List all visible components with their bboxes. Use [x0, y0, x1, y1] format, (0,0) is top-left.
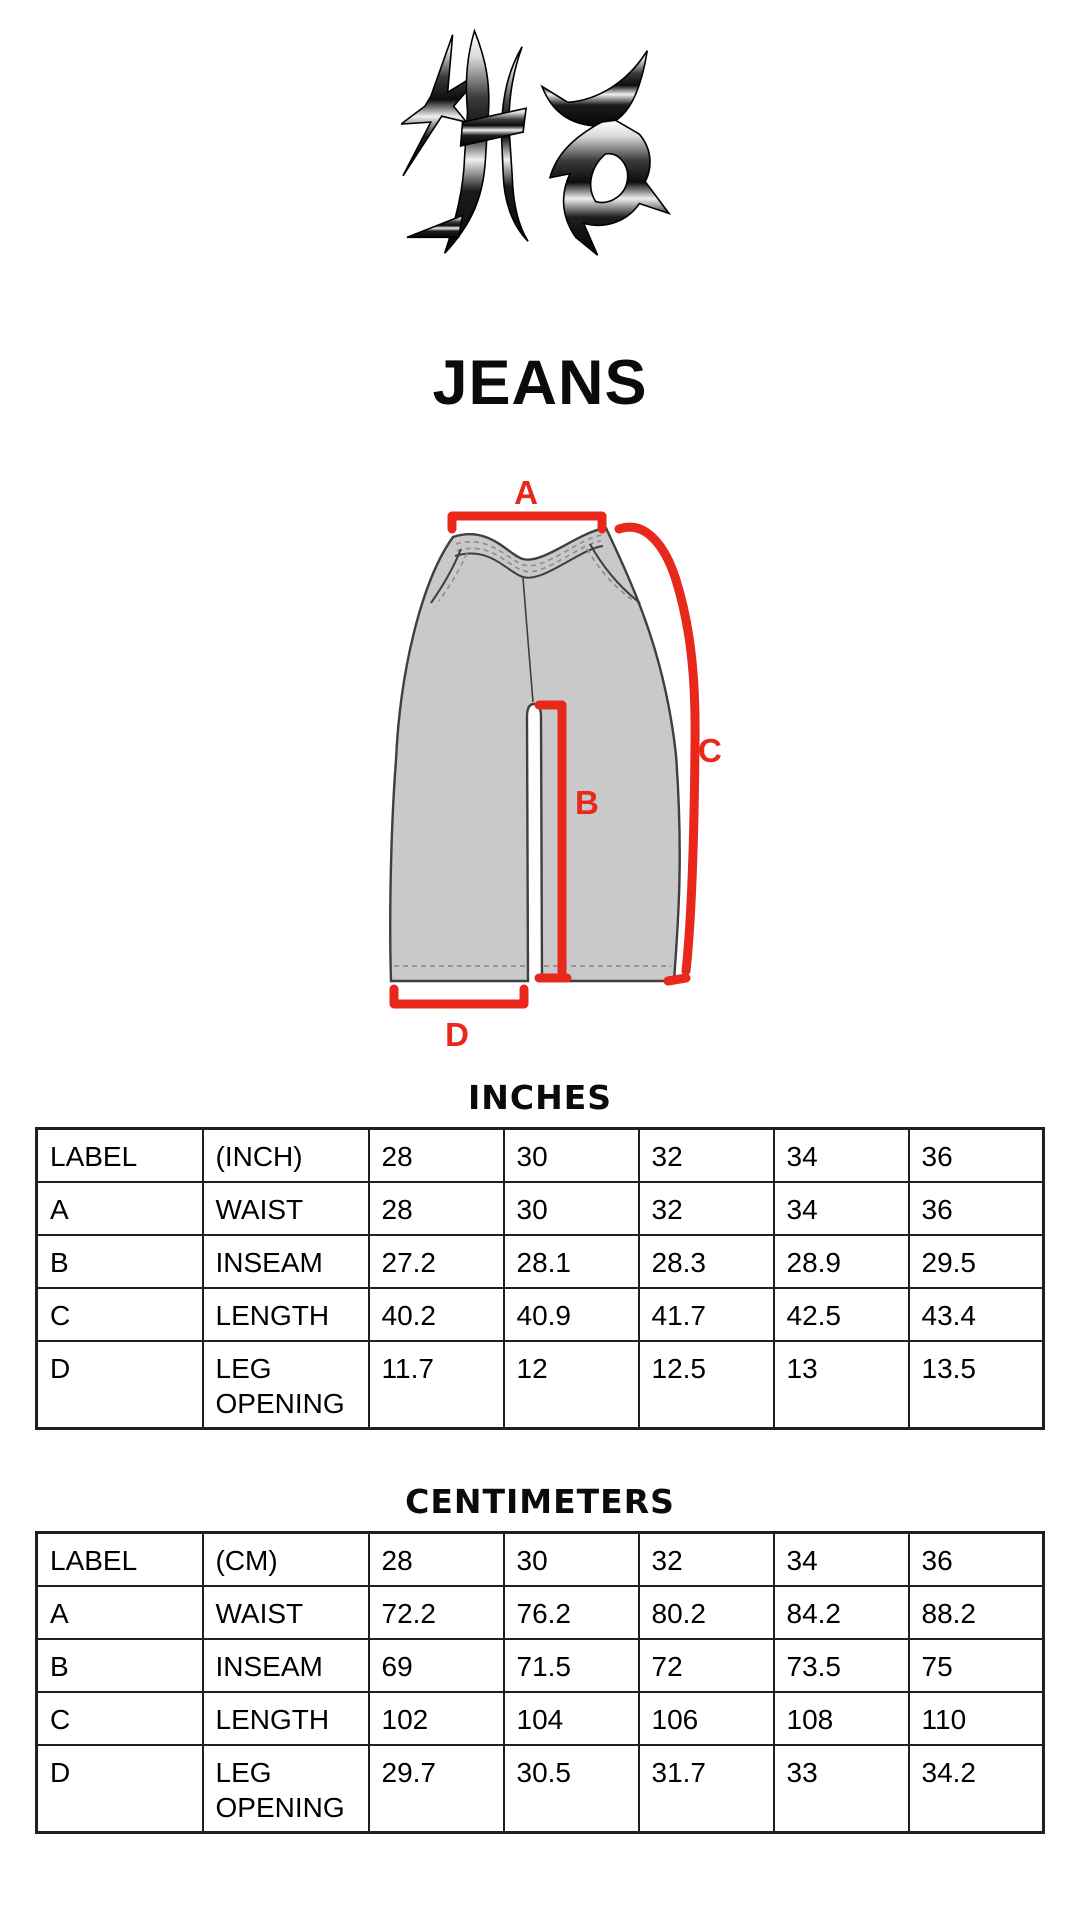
table-cell: 43.4 — [909, 1288, 1044, 1341]
column-header: 30 — [504, 1533, 639, 1586]
table-cell: INSEAM — [203, 1639, 369, 1692]
table-cell: 33 — [774, 1745, 909, 1833]
jeans-silhouette — [390, 528, 679, 981]
column-header: 36 — [909, 1129, 1044, 1182]
table-cell: C — [37, 1692, 203, 1745]
table-cell: 40.2 — [369, 1288, 504, 1341]
column-header: 32 — [639, 1129, 774, 1182]
table-cell: 12 — [504, 1341, 639, 1429]
table-cell: 75 — [909, 1639, 1044, 1692]
column-header: LABEL — [37, 1533, 203, 1586]
measure-d-label: D — [445, 1016, 469, 1053]
table-cell: D — [37, 1745, 203, 1833]
table-cell: WAIST — [203, 1182, 369, 1235]
table-cell: 40.9 — [504, 1288, 639, 1341]
header-row — [37, 1129, 1044, 1182]
column-header: 28 — [369, 1129, 504, 1182]
measure-c-label: C — [698, 732, 722, 769]
logo-wrap — [0, 0, 1080, 263]
column-header: 34 — [774, 1533, 909, 1586]
table-cell: A — [37, 1182, 203, 1235]
column-header: 34 — [774, 1129, 909, 1182]
table-cell: 13 — [774, 1341, 909, 1429]
table-cell: 30 — [504, 1182, 639, 1235]
logo-3-top-arm — [542, 51, 647, 126]
column-header: 30 — [504, 1129, 639, 1182]
measure-a-label: A — [514, 474, 538, 511]
measure-a-bracket — [452, 516, 602, 529]
table-cell: 108 — [774, 1692, 909, 1745]
heading-centimeters: CENTIMETERS — [405, 1482, 675, 1521]
table-cell: 32 — [639, 1182, 774, 1235]
table-cell: 104 — [504, 1692, 639, 1745]
header-row — [37, 1533, 1044, 1586]
column-header: (CM) — [203, 1533, 369, 1586]
table-cell: 72.2 — [369, 1586, 504, 1639]
table-cell: 28.9 — [774, 1235, 909, 1288]
table-cell: 34.2 — [909, 1745, 1044, 1833]
table-cell: 80.2 — [639, 1586, 774, 1639]
table-cell: 11.7 — [369, 1341, 504, 1429]
table-cell: 36 — [909, 1182, 1044, 1235]
table-cell: 12.5 — [639, 1341, 774, 1429]
table-cell: 30.5 — [504, 1745, 639, 1833]
table-cell: 29.5 — [909, 1235, 1044, 1288]
table-cell: 28.1 — [504, 1235, 639, 1288]
column-header: (INCH) — [203, 1129, 369, 1182]
table-row — [37, 1586, 1044, 1639]
jeans-diagram — [0, 463, 1080, 1072]
logo-glyphs — [401, 31, 669, 255]
table-cell: LEG OPENING — [203, 1341, 369, 1429]
table-cell: 71.5 — [504, 1639, 639, 1692]
logo-h-thorn — [407, 215, 463, 237]
table-cell: 28.3 — [639, 1235, 774, 1288]
table-row — [37, 1692, 1044, 1745]
table-cell: LEG OPENING — [203, 1745, 369, 1833]
table-cell: LENGTH — [203, 1288, 369, 1341]
table-cell: 31.7 — [639, 1745, 774, 1833]
table-cell: B — [37, 1639, 203, 1692]
logo-h-right-stem — [501, 47, 528, 242]
table-row — [37, 1639, 1044, 1692]
table-cell: 102 — [369, 1692, 504, 1745]
heading-inches: INCHES — [467, 1078, 613, 1117]
table-row — [37, 1235, 1044, 1288]
table-cell: 28 — [369, 1182, 504, 1235]
brand-logo-h3 — [401, 26, 679, 258]
measure-b-label: B — [575, 784, 599, 821]
table-cell: 106 — [639, 1692, 774, 1745]
column-header: 32 — [639, 1533, 774, 1586]
table-cell: 34 — [774, 1182, 909, 1235]
table-cell: 84.2 — [774, 1586, 909, 1639]
size-table-inches — [35, 1127, 1045, 1430]
table-cell: INSEAM — [203, 1235, 369, 1288]
jeans-diagram-svg — [335, 463, 745, 1067]
table-cell: C — [37, 1288, 203, 1341]
table-row — [37, 1182, 1044, 1235]
table-row — [37, 1341, 1044, 1429]
table-cell: 27.2 — [369, 1235, 504, 1288]
table-row — [37, 1288, 1044, 1341]
table-row — [37, 1745, 1044, 1833]
table-cell: 72 — [639, 1639, 774, 1692]
table-cell: WAIST — [203, 1586, 369, 1639]
column-header: LABEL — [37, 1129, 203, 1182]
jeans-drawing — [390, 528, 679, 981]
table-cell: 29.7 — [369, 1745, 504, 1833]
measure-d-bracket — [394, 989, 524, 1004]
page-title: JEANS — [432, 348, 648, 418]
table-cell: 42.5 — [774, 1288, 909, 1341]
logo-3-bowl — [550, 120, 669, 255]
table-cell: LENGTH — [203, 1692, 369, 1745]
table-cell: 76.2 — [504, 1586, 639, 1639]
table-cell: 69 — [369, 1639, 504, 1692]
table-cell: 88.2 — [909, 1586, 1044, 1639]
table-cell: 73.5 — [774, 1639, 909, 1692]
table-cell: D — [37, 1341, 203, 1429]
table-cell: A — [37, 1586, 203, 1639]
table-cell: 110 — [909, 1692, 1044, 1745]
size-table-centimeters — [35, 1531, 1045, 1834]
table-cell: 13.5 — [909, 1341, 1044, 1429]
table-cell: 41.7 — [639, 1288, 774, 1341]
column-header: 28 — [369, 1533, 504, 1586]
column-header: 36 — [909, 1533, 1044, 1586]
table-cell: B — [37, 1235, 203, 1288]
